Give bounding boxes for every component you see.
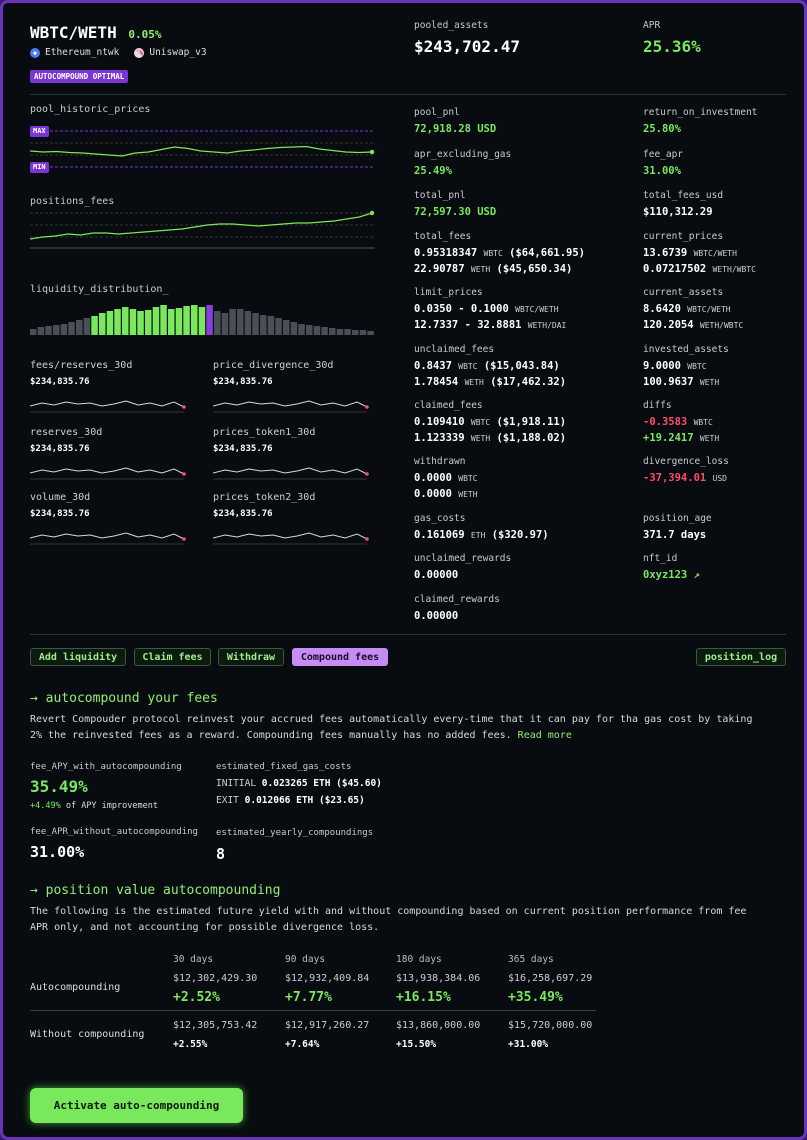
initial-label: INITIAL — [216, 778, 257, 789]
limit_prices-amount1: 0.0350 - 0.1000 — [414, 303, 509, 315]
total_fees-line1 — [414, 247, 585, 259]
limit_prices-line2 — [414, 319, 566, 331]
current_prices-unit2: WETH/WBTC — [712, 265, 756, 274]
pool_pnl-label: pool_pnl — [414, 107, 460, 118]
spark-value: $234,835.76 — [30, 444, 90, 454]
current_assets-line2 — [643, 319, 743, 331]
line-end-point — [370, 150, 374, 154]
spark-value: $234,835.76 — [213, 444, 273, 454]
liquidity-bar — [76, 320, 83, 335]
max-label: MAX — [30, 126, 49, 137]
invested_assets-amount2: 100.9637 — [643, 376, 694, 388]
liquidity-chart-title: liquidity_distribution_ — [30, 284, 169, 295]
compound-fees-button[interactable]: Compound fees — [292, 648, 388, 666]
liquidity-bar — [252, 313, 258, 335]
claimed_fees-line2 — [414, 432, 566, 444]
liquidity-bar — [53, 325, 60, 335]
spark-title: prices_token1_30d — [213, 427, 316, 438]
auto-percent: +7.77% — [285, 990, 332, 1005]
diffs-amount2: +19.2417 — [643, 432, 694, 444]
invested_assets-line2 — [643, 376, 719, 388]
claimed_fees-unit2: WETH — [470, 434, 491, 443]
auto-value: $12,302,429.30 — [173, 973, 258, 984]
current_assets-unit2: WETH/WBTC — [699, 321, 744, 330]
current_prices-amount1: 13.6739 — [643, 247, 688, 259]
divergence_loss-line1 — [643, 472, 727, 484]
sparkline — [213, 461, 371, 481]
liquidity-bar — [314, 326, 321, 335]
total_fees-amount1: 0.95318347 — [414, 247, 478, 259]
unclaimed_rewards-value: 0.00000 — [414, 569, 459, 581]
spark-value: $234,835.76 — [213, 509, 273, 519]
row-label-without: Without compounding — [30, 1029, 145, 1040]
sparkline — [213, 394, 371, 414]
liquidity-bar — [306, 325, 313, 335]
position-log-button[interactable]: position_log — [696, 648, 786, 666]
improvement-text: of APY improvement — [65, 801, 158, 811]
without-percent: +7.64% — [285, 1039, 320, 1050]
liquidity-bar — [91, 316, 98, 335]
current_assets-amount1: 8.6420 — [643, 303, 681, 315]
current_assets-amount2: 120.2054 — [643, 319, 694, 331]
liquidity-bar — [30, 329, 37, 335]
invested_assets-unit1: WBTC — [687, 362, 707, 371]
autocompound-description — [30, 712, 760, 744]
liquidity-bar — [68, 322, 75, 335]
pool_pnl-value: 72,918.28 USD — [414, 123, 497, 135]
gas-costs-label: estimated_fixed_gas_costs — [216, 762, 352, 772]
gas_costs-amount1: 0.161069 — [414, 529, 465, 541]
liquidity-bar — [107, 311, 114, 335]
auto-value: $16,258,697.29 — [508, 973, 593, 984]
total_fees-unit1: WBTC — [483, 249, 503, 258]
ethereum-icon: ◆ — [30, 48, 40, 58]
read-more-link[interactable]: Read more — [517, 730, 572, 741]
position_age-value: 371.7 days — [643, 529, 707, 541]
current_prices-line1 — [643, 247, 737, 259]
current_assets-line1 — [643, 303, 731, 315]
fee_apr-value: 31.00% — [643, 165, 681, 177]
liquidity-bar — [199, 307, 206, 335]
liquidity-bar — [321, 327, 328, 335]
total_pnl-value: 72,597.30 USD — [414, 206, 497, 218]
current_prices-unit1: WBTC/WETH — [693, 249, 737, 258]
initial-gas — [216, 778, 382, 789]
claimed_fees-amount2: 1.123339 — [414, 432, 465, 444]
limit_prices-unit2: WETH/DAI — [527, 321, 567, 330]
auto-percent: +35.49% — [508, 990, 563, 1005]
uniswap-icon: 🦄 — [135, 48, 144, 57]
period-header: 365 days — [508, 954, 554, 965]
apr_ex_gas-label: apr_excluding_gas — [414, 149, 512, 160]
divergence_loss-unit1: USD — [712, 474, 727, 483]
header-divider — [30, 94, 786, 95]
unclaimed_fees-label: unclaimed_fees — [414, 344, 495, 355]
current_prices-line2 — [643, 263, 756, 275]
network-info — [30, 47, 207, 58]
spark-title: reserves_30d — [30, 427, 103, 438]
withdrawn-unit2: WETH — [458, 490, 478, 499]
invested_assets-label: invested_assets — [643, 344, 729, 355]
liquidity-bar — [130, 309, 137, 335]
total_fees-amount2: 22.90787 — [414, 263, 465, 275]
withdrawn-line1 — [414, 472, 478, 484]
liquidity-bar — [291, 322, 298, 335]
gas_costs-unit1: ETH — [470, 531, 486, 540]
yearly-compoundings-value: 8 — [216, 845, 226, 863]
autocompound-title: → autocompound your fees — [30, 691, 218, 706]
claimed_fees-usd2: ($1,188.02) — [496, 432, 567, 444]
initial-value: 0.023265 ETH ($45.60) — [261, 778, 382, 789]
liquidity-bar — [61, 324, 67, 335]
unclaimed_fees-line2 — [414, 376, 566, 388]
liquidity-bar — [237, 309, 244, 335]
stats-divider — [30, 634, 786, 635]
historic-chart-title: pool_historic_prices — [30, 104, 151, 115]
fee-apy-value: 35.49% — [30, 777, 88, 796]
gas_costs-label: gas_costs — [414, 513, 466, 524]
gas_costs-line1 — [414, 529, 549, 541]
unclaimed_fees-amount2: 1.78454 — [414, 376, 459, 388]
liquidity-bar — [145, 310, 152, 335]
projection-row-divider — [30, 1010, 596, 1011]
positions-fees-chart — [30, 209, 375, 253]
auto-percent: +16.15% — [396, 990, 451, 1005]
period-header: 30 days — [173, 954, 214, 965]
diffs-line2 — [643, 432, 719, 444]
spark-title: fees/reserves_30d — [30, 360, 133, 371]
invested_assets-line1 — [643, 360, 707, 372]
total_fees-line2 — [414, 263, 572, 275]
price-line — [30, 213, 372, 239]
current_prices-label: current_prices — [643, 231, 724, 242]
pooled-assets-value: $243,702.47 — [414, 37, 520, 56]
liquidity-bar — [268, 316, 275, 335]
liquidity-bar — [99, 313, 106, 335]
without-value: $12,305,753.42 — [173, 1020, 258, 1031]
liquidity-bar — [329, 328, 336, 335]
historic-price-chart — [30, 123, 375, 175]
withdrawn-unit1: WBTC — [458, 474, 478, 483]
invested_assets-unit2: WETH — [699, 378, 720, 387]
without-percent: +2.55% — [173, 1039, 208, 1050]
spark-value: $234,835.76 — [213, 377, 273, 387]
nft_id-label: nft_id — [643, 553, 678, 564]
limit_prices-amount2: 12.7337 - 32.8881 — [414, 319, 522, 331]
apr-label: APR — [643, 20, 661, 31]
exit-label: EXIT — [216, 795, 239, 806]
gas_costs-usd1: ($320.97) — [491, 529, 549, 541]
roi-label: return_on_investment — [643, 107, 758, 118]
apr-value: 25.36% — [643, 37, 701, 56]
sparkline — [30, 526, 188, 546]
liquidity-bar — [367, 331, 374, 335]
claimed_rewards-label: claimed_rewards — [414, 594, 500, 605]
improvement-value: +4.49% — [30, 801, 61, 811]
projection-description: The following is the estimated future yield with and without compounding based on current position performance from fee APR only, and not accounting for possible divergence loss. — [30, 906, 747, 933]
diffs-label: diffs — [643, 400, 672, 411]
withdrawn-amount1: 0.0000 — [414, 472, 452, 484]
divergence_loss-amount1: -37,394.01 — [643, 472, 707, 484]
claimed_rewards-value: 0.00000 — [414, 610, 459, 622]
autocompound-badge: AUTOCOMPOUND OPTIMAL — [30, 70, 128, 83]
liquidity-bar — [122, 307, 129, 335]
auto-value: $13,938,384.06 — [396, 973, 481, 984]
unclaimed_fees-usd1: ($15,043.84) — [483, 360, 560, 372]
unclaimed_fees-line1 — [414, 360, 560, 372]
liquidity-bar — [214, 311, 221, 335]
total_fees-label: total_fees — [414, 231, 472, 242]
without-value: $13,860,000.00 — [396, 1020, 481, 1031]
fee_apr-label: fee_apr — [643, 149, 684, 160]
unclaimed_rewards-label: unclaimed_rewards — [414, 553, 512, 564]
without-value: $15,720,000.00 — [508, 1020, 593, 1031]
without-value: $12,917,260.27 — [285, 1020, 370, 1031]
network-label: Ethereum_ntwk — [45, 47, 120, 58]
spark-title: prices_token2_30d — [213, 492, 316, 503]
liquidity-bar — [260, 315, 267, 335]
diffs-line1 — [643, 416, 713, 428]
invested_assets-amount1: 9.0000 — [643, 360, 681, 372]
apy-improvement — [30, 801, 158, 811]
withdrawn-line2 — [414, 488, 478, 500]
row-label-auto: Autocompounding — [30, 982, 121, 993]
diffs-unit1: WBTC — [693, 418, 713, 427]
withdrawn-amount2: 0.0000 — [414, 488, 452, 500]
spark-title: price_divergence_30d — [213, 360, 334, 371]
spark-value: $234,835.76 — [30, 509, 90, 519]
liquidity-bar — [360, 330, 367, 335]
activate-autocompounding-button[interactable]: Activate auto-compounding — [30, 1088, 243, 1123]
total_fees-usd1: ($64,661.95) — [509, 247, 585, 259]
pair-title — [30, 23, 161, 42]
without-percent: +15.50% — [396, 1039, 437, 1050]
current_prices-amount2: 0.07217502 — [643, 263, 707, 275]
diffs-amount1: -0.3583 — [643, 416, 688, 428]
divergence_loss-label: divergence_loss — [643, 456, 729, 467]
spark-title: volume_30d — [30, 492, 91, 503]
claim-fees-button[interactable]: Claim fees — [134, 648, 211, 666]
pooled-assets-label: pooled_assets — [414, 20, 489, 31]
exit-gas — [216, 795, 365, 806]
current_assets-label: current_assets — [643, 287, 724, 298]
period-header: 90 days — [285, 954, 326, 965]
claimed_fees-amount1: 0.109410 — [414, 416, 465, 428]
liquidity-bar — [114, 309, 121, 335]
liquidity-distribution-chart — [30, 301, 375, 337]
apr_ex_gas-value: 25.49% — [414, 165, 452, 177]
auto-value: $12,932,409.84 — [285, 973, 370, 984]
liquidity-bar — [206, 305, 213, 335]
autocompound-text: Revert Compouder protocol reinvest your accrued fees automatically every-time that it can pay for tha gas cost by taking 2% the reinvested fees as a reward. Compounding fees manually has no added fees. — [30, 714, 753, 741]
exit-value: 0.012066 ETH ($23.65) — [244, 795, 365, 806]
limit_prices-label: limit_prices — [414, 287, 483, 298]
limit_prices-line1 — [414, 303, 559, 315]
unclaimed_fees-amount1: 0.8437 — [414, 360, 452, 372]
liquidity-bar — [229, 309, 236, 335]
claimed_fees-line1 — [414, 416, 566, 428]
total_fees_usd-value: $110,312.29 — [643, 206, 713, 218]
fee-tier: 0.05% — [128, 28, 162, 41]
liquidity-bar — [344, 329, 351, 335]
liquidity-bar — [183, 306, 190, 335]
withdraw-button[interactable]: Withdraw — [218, 648, 284, 666]
unclaimed_fees-usd2: ($17,462.32) — [490, 376, 567, 388]
nft_id-value[interactable]: 0xyz123 ↗ — [643, 569, 700, 581]
sparkline — [30, 461, 188, 481]
liquidity-bar — [352, 330, 359, 335]
liquidity-bar — [38, 327, 45, 335]
liquidity-bar — [176, 308, 183, 335]
unclaimed_fees-unit2: WETH — [464, 378, 484, 387]
claimed_fees-unit1: WBTC — [470, 418, 491, 427]
line-end-point — [370, 211, 374, 215]
current_assets-unit1: WBTC/WETH — [687, 305, 731, 314]
liquidity-bar — [245, 311, 252, 335]
min-label: MIN — [30, 162, 49, 173]
sparkline — [213, 526, 371, 546]
sparkline — [30, 394, 188, 414]
total_fees-usd2: ($45,650.34) — [496, 263, 573, 275]
projection-title: → position value autocompounding — [30, 883, 281, 898]
liquidity-bar — [191, 305, 198, 335]
fees-chart-title: positions_fees — [30, 196, 115, 207]
liquidity-bar — [298, 324, 305, 335]
period-header: 180 days — [396, 954, 442, 965]
withdrawn-label: withdrawn — [414, 456, 466, 467]
liquidity-bar — [168, 309, 175, 335]
unclaimed_fees-unit1: WBTC — [458, 362, 478, 371]
liquidity-bar — [337, 329, 344, 335]
diffs-unit2: WETH — [699, 434, 720, 443]
liquidity-bar — [84, 318, 91, 335]
claimed_fees-usd1: ($1,918.11) — [496, 416, 567, 428]
auto-percent: +2.52% — [173, 990, 220, 1005]
spark-value: $234,835.76 — [30, 377, 90, 387]
liquidity-bar — [160, 305, 167, 335]
pair-name: WBTC/WETH — [30, 23, 117, 42]
liquidity-bar — [137, 311, 144, 335]
fee-apr-value: 31.00% — [30, 843, 85, 861]
limit_prices-unit1: WBTC/WETH — [515, 305, 559, 314]
liquidity-bar — [275, 318, 282, 335]
dex-label: Uniswap_v3 — [149, 47, 207, 58]
claimed_fees-label: claimed_fees — [414, 400, 483, 411]
total_pnl-label: total_pnl — [414, 190, 466, 201]
total_fees-unit2: WETH — [470, 265, 491, 274]
liquidity-bar — [45, 326, 52, 335]
position_age-label: position_age — [643, 513, 712, 524]
yearly-compoundings-label: estimated_yearly_compoundings — [216, 828, 374, 838]
liquidity-bar — [153, 307, 160, 335]
liquidity-bar — [283, 320, 290, 335]
liquidity-bar — [222, 313, 229, 335]
add-liquidity-button[interactable]: Add liquidity — [30, 648, 126, 666]
fee-apy-label: fee_APY_with_autocompounding — [30, 762, 182, 772]
total_fees_usd-label: total_fees_usd — [643, 190, 724, 201]
without-percent: +31.00% — [508, 1039, 549, 1050]
fee-apr-label: fee_APR_without_autocompounding — [30, 827, 198, 837]
roi-value: 25.80% — [643, 123, 681, 135]
